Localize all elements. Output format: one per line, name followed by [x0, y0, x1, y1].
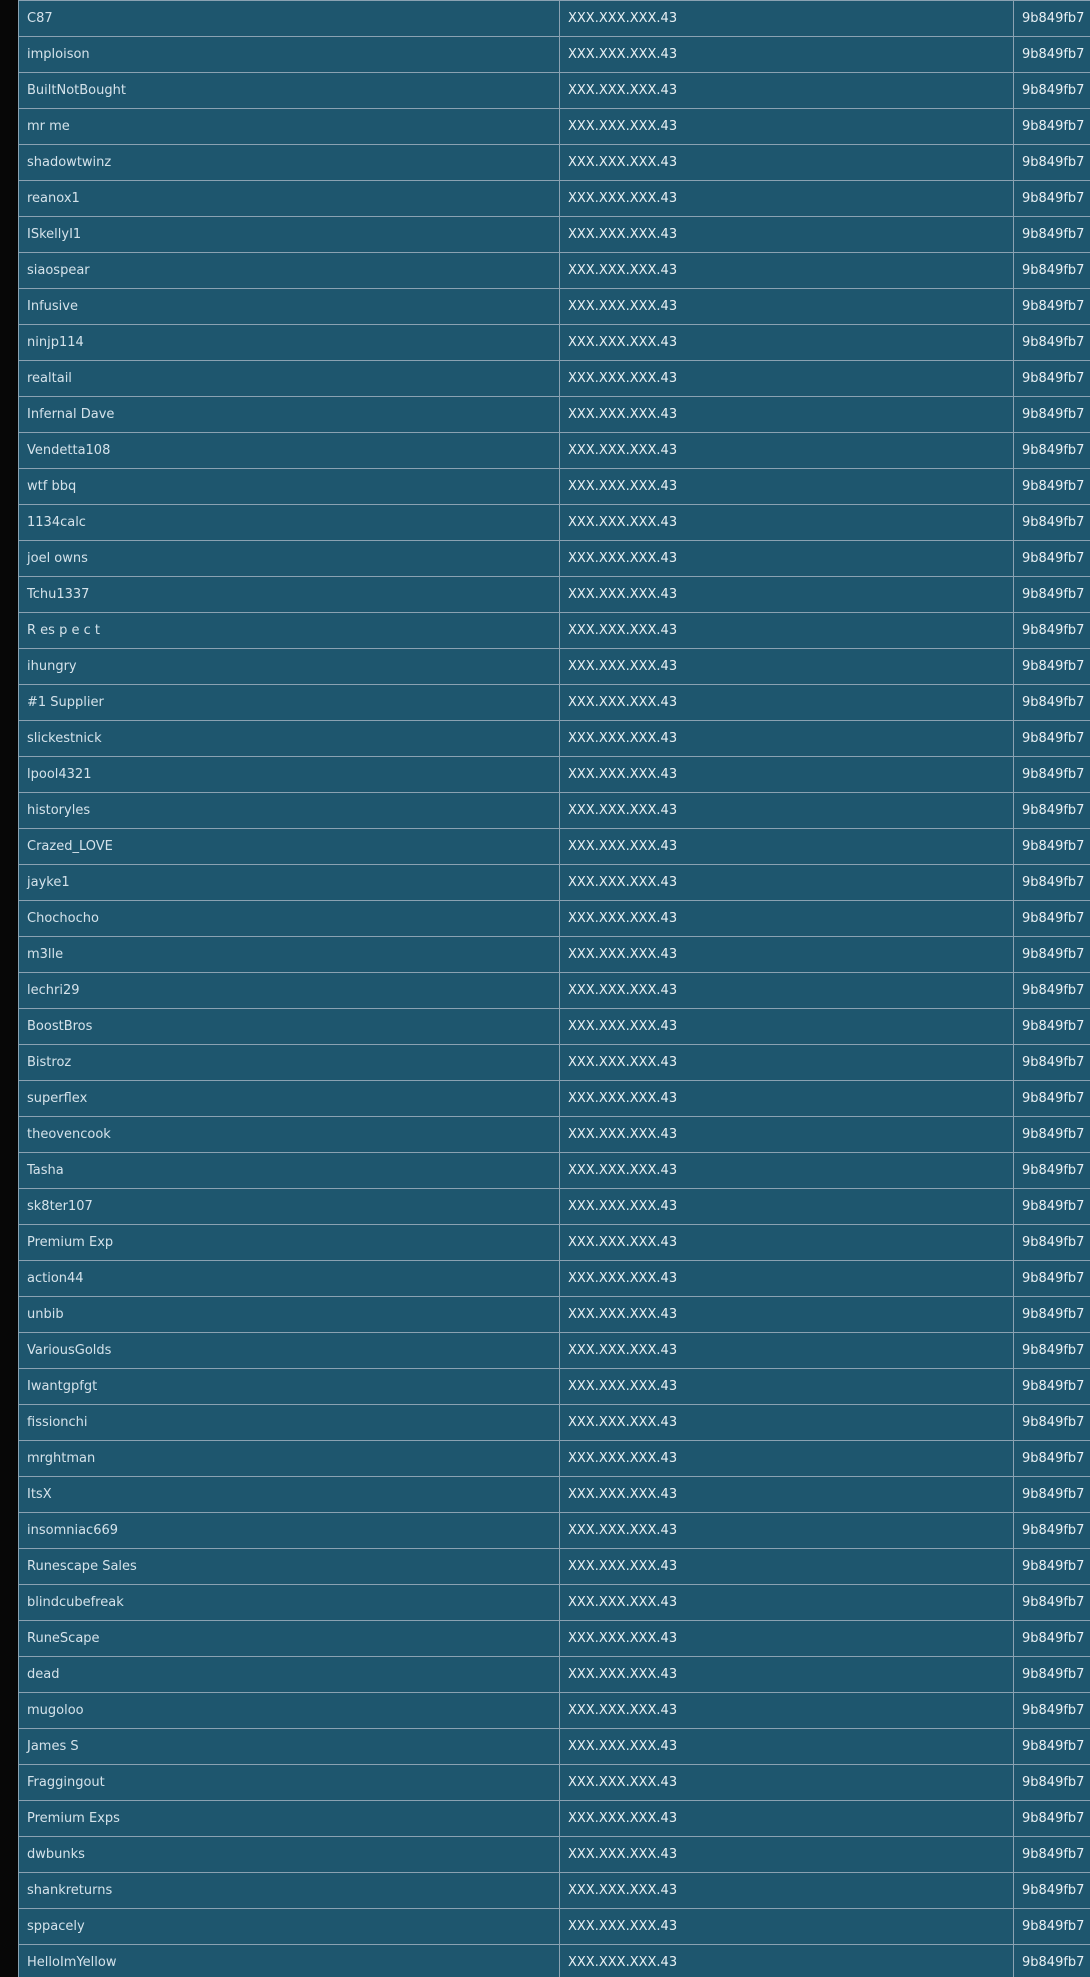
- username-cell: Chochocho: [19, 901, 560, 937]
- hash-cell: 9b849fb7: [1014, 1945, 1090, 1977]
- hash-cell: 9b849fb7: [1014, 1009, 1090, 1045]
- table-row: [19, 505, 1090, 541]
- ip-address-cell: XXX.XXX.XXX.43: [560, 181, 1014, 217]
- ip-address-cell: XXX.XXX.XXX.43: [560, 1585, 1014, 1621]
- ip-address-cell: XXX.XXX.XXX.43: [560, 541, 1014, 577]
- username-cell: sk8ter107: [19, 1189, 560, 1225]
- ip-address-cell: XXX.XXX.XXX.43: [560, 793, 1014, 829]
- hash-cell: 9b849fb7: [1014, 73, 1090, 109]
- hash-cell: 9b849fb7: [1014, 433, 1090, 469]
- hash-cell: 9b849fb7: [1014, 325, 1090, 361]
- hash-cell: 9b849fb7: [1014, 37, 1090, 73]
- hash-cell: 9b849fb7: [1014, 1225, 1090, 1261]
- table-row: [19, 685, 1090, 721]
- hash-cell: 9b849fb7: [1014, 829, 1090, 865]
- hash-cell: 9b849fb7: [1014, 109, 1090, 145]
- username-cell: Infernal Dave: [19, 397, 560, 433]
- username-cell: reanox1: [19, 181, 560, 217]
- username-cell: RuneScape: [19, 1621, 560, 1657]
- username-cell: Iwantgpfgt: [19, 1369, 560, 1405]
- hash-cell: 9b849fb7: [1014, 937, 1090, 973]
- table-row: [19, 973, 1090, 1009]
- username-cell: Tchu1337: [19, 577, 560, 613]
- table-row: [19, 1153, 1090, 1189]
- hash-cell: 9b849fb7: [1014, 1333, 1090, 1369]
- ip-address-cell: XXX.XXX.XXX.43: [560, 289, 1014, 325]
- username-cell: C87: [19, 1, 560, 37]
- username-cell: Bistroz: [19, 1045, 560, 1081]
- ip-address-cell: XXX.XXX.XXX.43: [560, 505, 1014, 541]
- hash-cell: 9b849fb7: [1014, 1081, 1090, 1117]
- username-cell: #1 Supplier: [19, 685, 560, 721]
- table-row: [19, 37, 1090, 73]
- ip-address-cell: XXX.XXX.XXX.43: [560, 1909, 1014, 1945]
- table-row: [19, 469, 1090, 505]
- table-row: [19, 1441, 1090, 1477]
- hash-cell: 9b849fb7: [1014, 1405, 1090, 1441]
- username-cell: ninjp114: [19, 325, 560, 361]
- ip-address-cell: XXX.XXX.XXX.43: [560, 757, 1014, 793]
- ip-address-cell: XXX.XXX.XXX.43: [560, 721, 1014, 757]
- table-row: [19, 721, 1090, 757]
- username-cell: James S: [19, 1729, 560, 1765]
- ip-address-cell: XXX.XXX.XXX.43: [560, 1405, 1014, 1441]
- username-cell: lpool4321: [19, 757, 560, 793]
- ip-address-cell: XXX.XXX.XXX.43: [560, 1477, 1014, 1513]
- table-row: [19, 1, 1090, 37]
- username-cell: 1134calc: [19, 505, 560, 541]
- username-cell: VariousGolds: [19, 1333, 560, 1369]
- hash-cell: 9b849fb7: [1014, 1117, 1090, 1153]
- ip-address-cell: XXX.XXX.XXX.43: [560, 1945, 1014, 1977]
- username-cell: Premium Exp: [19, 1225, 560, 1261]
- username-cell: Premium Exps: [19, 1801, 560, 1837]
- username-cell: blindcubefreak: [19, 1585, 560, 1621]
- hash-cell: 9b849fb7: [1014, 541, 1090, 577]
- ip-address-cell: XXX.XXX.XXX.43: [560, 325, 1014, 361]
- table-row: [19, 1405, 1090, 1441]
- ip-address-cell: XXX.XXX.XXX.43: [560, 901, 1014, 937]
- username-cell: imploison: [19, 37, 560, 73]
- table-row: [19, 1549, 1090, 1585]
- ip-address-cell: XXX.XXX.XXX.43: [560, 1441, 1014, 1477]
- hash-cell: 9b849fb7: [1014, 1189, 1090, 1225]
- ip-address-cell: XXX.XXX.XXX.43: [560, 577, 1014, 613]
- ip-address-cell: XXX.XXX.XXX.43: [560, 1729, 1014, 1765]
- table-row: [19, 577, 1090, 613]
- table-row: [19, 1477, 1090, 1513]
- hash-cell: 9b849fb7: [1014, 1441, 1090, 1477]
- table-row: [19, 397, 1090, 433]
- table-row: [19, 1909, 1090, 1945]
- ip-address-cell: XXX.XXX.XXX.43: [560, 973, 1014, 1009]
- ip-address-cell: XXX.XXX.XXX.43: [560, 217, 1014, 253]
- table-row: [19, 1369, 1090, 1405]
- table-row: [19, 433, 1090, 469]
- table-row: [19, 901, 1090, 937]
- username-cell: Infusive: [19, 289, 560, 325]
- hash-cell: 9b849fb7: [1014, 181, 1090, 217]
- username-cell: slickestnick: [19, 721, 560, 757]
- hash-cell: 9b849fb7: [1014, 757, 1090, 793]
- username-cell: wtf bbq: [19, 469, 560, 505]
- table-row: [19, 1657, 1090, 1693]
- username-cell: Crazed_LOVE: [19, 829, 560, 865]
- table-row: [19, 865, 1090, 901]
- hash-cell: 9b849fb7: [1014, 1837, 1090, 1873]
- hash-cell: 9b849fb7: [1014, 361, 1090, 397]
- hash-cell: 9b849fb7: [1014, 1045, 1090, 1081]
- hash-cell: 9b849fb7: [1014, 1909, 1090, 1945]
- username-cell: joel owns: [19, 541, 560, 577]
- table-row: [19, 937, 1090, 973]
- username-cell: Tasha: [19, 1153, 560, 1189]
- table-row: [19, 253, 1090, 289]
- table-row: [19, 217, 1090, 253]
- hash-cell: 9b849fb7: [1014, 1261, 1090, 1297]
- ip-address-cell: XXX.XXX.XXX.43: [560, 1801, 1014, 1837]
- username-cell: fissionchi: [19, 1405, 560, 1441]
- hash-cell: 9b849fb7: [1014, 649, 1090, 685]
- ip-address-cell: XXX.XXX.XXX.43: [560, 361, 1014, 397]
- hash-cell: 9b849fb7: [1014, 613, 1090, 649]
- username-cell: ihungry: [19, 649, 560, 685]
- ip-address-cell: XXX.XXX.XXX.43: [560, 1261, 1014, 1297]
- hash-cell: 9b849fb7: [1014, 973, 1090, 1009]
- ip-address-cell: XXX.XXX.XXX.43: [560, 145, 1014, 181]
- ip-address-cell: XXX.XXX.XXX.43: [560, 1009, 1014, 1045]
- table-row: [19, 361, 1090, 397]
- ip-address-cell: XXX.XXX.XXX.43: [560, 1153, 1014, 1189]
- results-table: [18, 0, 1090, 1977]
- hash-cell: 9b849fb7: [1014, 1513, 1090, 1549]
- ip-address-cell: XXX.XXX.XXX.43: [560, 1621, 1014, 1657]
- username-cell: shankreturns: [19, 1873, 560, 1909]
- ip-address-cell: XXX.XXX.XXX.43: [560, 1, 1014, 37]
- table-row: [19, 1225, 1090, 1261]
- ip-address-cell: XXX.XXX.XXX.43: [560, 253, 1014, 289]
- username-cell: Runescape Sales: [19, 1549, 560, 1585]
- table-row: [19, 325, 1090, 361]
- username-cell: Fraggingout: [19, 1765, 560, 1801]
- username-cell: BuiltNotBought: [19, 73, 560, 109]
- table-row: [19, 1189, 1090, 1225]
- table-row: [19, 1297, 1090, 1333]
- ip-address-cell: XXX.XXX.XXX.43: [560, 73, 1014, 109]
- ip-address-cell: XXX.XXX.XXX.43: [560, 937, 1014, 973]
- username-cell: jayke1: [19, 865, 560, 901]
- ip-address-cell: XXX.XXX.XXX.43: [560, 685, 1014, 721]
- hash-cell: 9b849fb7: [1014, 145, 1090, 181]
- username-cell: theovencook: [19, 1117, 560, 1153]
- username-cell: siaospear: [19, 253, 560, 289]
- hash-cell: 9b849fb7: [1014, 1801, 1090, 1837]
- ip-address-cell: XXX.XXX.XXX.43: [560, 469, 1014, 505]
- hash-cell: 9b849fb7: [1014, 1153, 1090, 1189]
- username-cell: mr me: [19, 109, 560, 145]
- ip-address-cell: XXX.XXX.XXX.43: [560, 1117, 1014, 1153]
- username-cell: shadowtwinz: [19, 145, 560, 181]
- ip-address-cell: XXX.XXX.XXX.43: [560, 397, 1014, 433]
- ip-address-cell: XXX.XXX.XXX.43: [560, 1657, 1014, 1693]
- table-row: [19, 757, 1090, 793]
- username-cell: Vendetta108: [19, 433, 560, 469]
- ip-address-cell: XXX.XXX.XXX.43: [560, 1081, 1014, 1117]
- hash-cell: 9b849fb7: [1014, 253, 1090, 289]
- username-cell: lechri29: [19, 973, 560, 1009]
- table-row: [19, 1693, 1090, 1729]
- username-cell: m3lle: [19, 937, 560, 973]
- table-row: [19, 1261, 1090, 1297]
- hash-cell: 9b849fb7: [1014, 685, 1090, 721]
- username-cell: R es p e c t: [19, 613, 560, 649]
- table-row: [19, 829, 1090, 865]
- username-cell: action44: [19, 1261, 560, 1297]
- hash-cell: 9b849fb7: [1014, 1873, 1090, 1909]
- ip-address-cell: XXX.XXX.XXX.43: [560, 1297, 1014, 1333]
- ip-address-cell: XXX.XXX.XXX.43: [560, 1333, 1014, 1369]
- table-row: [19, 1837, 1090, 1873]
- username-cell: BoostBros: [19, 1009, 560, 1045]
- ip-address-cell: XXX.XXX.XXX.43: [560, 1225, 1014, 1261]
- hash-cell: 9b849fb7: [1014, 505, 1090, 541]
- table-row: [19, 1585, 1090, 1621]
- username-cell: sppacely: [19, 1909, 560, 1945]
- username-cell: mugoloo: [19, 1693, 560, 1729]
- hash-cell: 9b849fb7: [1014, 865, 1090, 901]
- table-row: [19, 1513, 1090, 1549]
- hash-cell: 9b849fb7: [1014, 1621, 1090, 1657]
- hash-cell: 9b849fb7: [1014, 289, 1090, 325]
- hash-cell: 9b849fb7: [1014, 577, 1090, 613]
- table-row: [19, 1117, 1090, 1153]
- table-row: [19, 109, 1090, 145]
- hash-cell: 9b849fb7: [1014, 1297, 1090, 1333]
- table-row: [19, 181, 1090, 217]
- table-row: [19, 1873, 1090, 1909]
- ip-address-cell: XXX.XXX.XXX.43: [560, 1045, 1014, 1081]
- ip-address-cell: XXX.XXX.XXX.43: [560, 1873, 1014, 1909]
- ip-address-cell: XXX.XXX.XXX.43: [560, 865, 1014, 901]
- username-cell: insomniac669: [19, 1513, 560, 1549]
- username-cell: unbib: [19, 1297, 560, 1333]
- hash-cell: 9b849fb7: [1014, 1765, 1090, 1801]
- username-cell: realtail: [19, 361, 560, 397]
- ip-address-cell: XXX.XXX.XXX.43: [560, 433, 1014, 469]
- hash-cell: 9b849fb7: [1014, 1549, 1090, 1585]
- hash-cell: 9b849fb7: [1014, 901, 1090, 937]
- table-row: [19, 1045, 1090, 1081]
- hash-cell: 9b849fb7: [1014, 397, 1090, 433]
- table-row: [19, 73, 1090, 109]
- table-row: [19, 289, 1090, 325]
- table-row: [19, 541, 1090, 577]
- hash-cell: 9b849fb7: [1014, 1693, 1090, 1729]
- table-row: [19, 613, 1090, 649]
- table-row: [19, 1009, 1090, 1045]
- ip-address-cell: XXX.XXX.XXX.43: [560, 1693, 1014, 1729]
- ip-address-cell: XXX.XXX.XXX.43: [560, 1369, 1014, 1405]
- hash-cell: 9b849fb7: [1014, 217, 1090, 253]
- username-cell: ItsX: [19, 1477, 560, 1513]
- table-row: [19, 793, 1090, 829]
- hash-cell: 9b849fb7: [1014, 1, 1090, 37]
- hash-cell: 9b849fb7: [1014, 721, 1090, 757]
- username-cell: HelloImYellow: [19, 1945, 560, 1977]
- ip-address-cell: XXX.XXX.XXX.43: [560, 1189, 1014, 1225]
- username-cell: ISkellyI1: [19, 217, 560, 253]
- hash-cell: 9b849fb7: [1014, 1729, 1090, 1765]
- table-row: [19, 1081, 1090, 1117]
- table-row: [19, 1801, 1090, 1837]
- ip-address-cell: XXX.XXX.XXX.43: [560, 1549, 1014, 1585]
- hash-cell: 9b849fb7: [1014, 1369, 1090, 1405]
- table-row: [19, 1621, 1090, 1657]
- table-row: [19, 145, 1090, 181]
- ip-address-cell: XXX.XXX.XXX.43: [560, 1513, 1014, 1549]
- username-cell: superflex: [19, 1081, 560, 1117]
- username-cell: historyles: [19, 793, 560, 829]
- table-row: [19, 1765, 1090, 1801]
- table-row: [19, 649, 1090, 685]
- hash-cell: 9b849fb7: [1014, 793, 1090, 829]
- hash-cell: 9b849fb7: [1014, 1585, 1090, 1621]
- table-row: [19, 1945, 1090, 1977]
- username-cell: dwbunks: [19, 1837, 560, 1873]
- ip-address-cell: XXX.XXX.XXX.43: [560, 829, 1014, 865]
- table-row: [19, 1729, 1090, 1765]
- ip-address-cell: XXX.XXX.XXX.43: [560, 109, 1014, 145]
- table-body: [19, 1, 1090, 1977]
- hash-cell: 9b849fb7: [1014, 1477, 1090, 1513]
- ip-address-cell: XXX.XXX.XXX.43: [560, 1837, 1014, 1873]
- table-row: [19, 1333, 1090, 1369]
- username-cell: dead: [19, 1657, 560, 1693]
- ip-address-cell: XXX.XXX.XXX.43: [560, 613, 1014, 649]
- ip-address-cell: XXX.XXX.XXX.43: [560, 37, 1014, 73]
- username-cell: mrghtman: [19, 1441, 560, 1477]
- ip-address-cell: XXX.XXX.XXX.43: [560, 1765, 1014, 1801]
- hash-cell: 9b849fb7: [1014, 1657, 1090, 1693]
- ip-address-cell: XXX.XXX.XXX.43: [560, 649, 1014, 685]
- hash-cell: 9b849fb7: [1014, 469, 1090, 505]
